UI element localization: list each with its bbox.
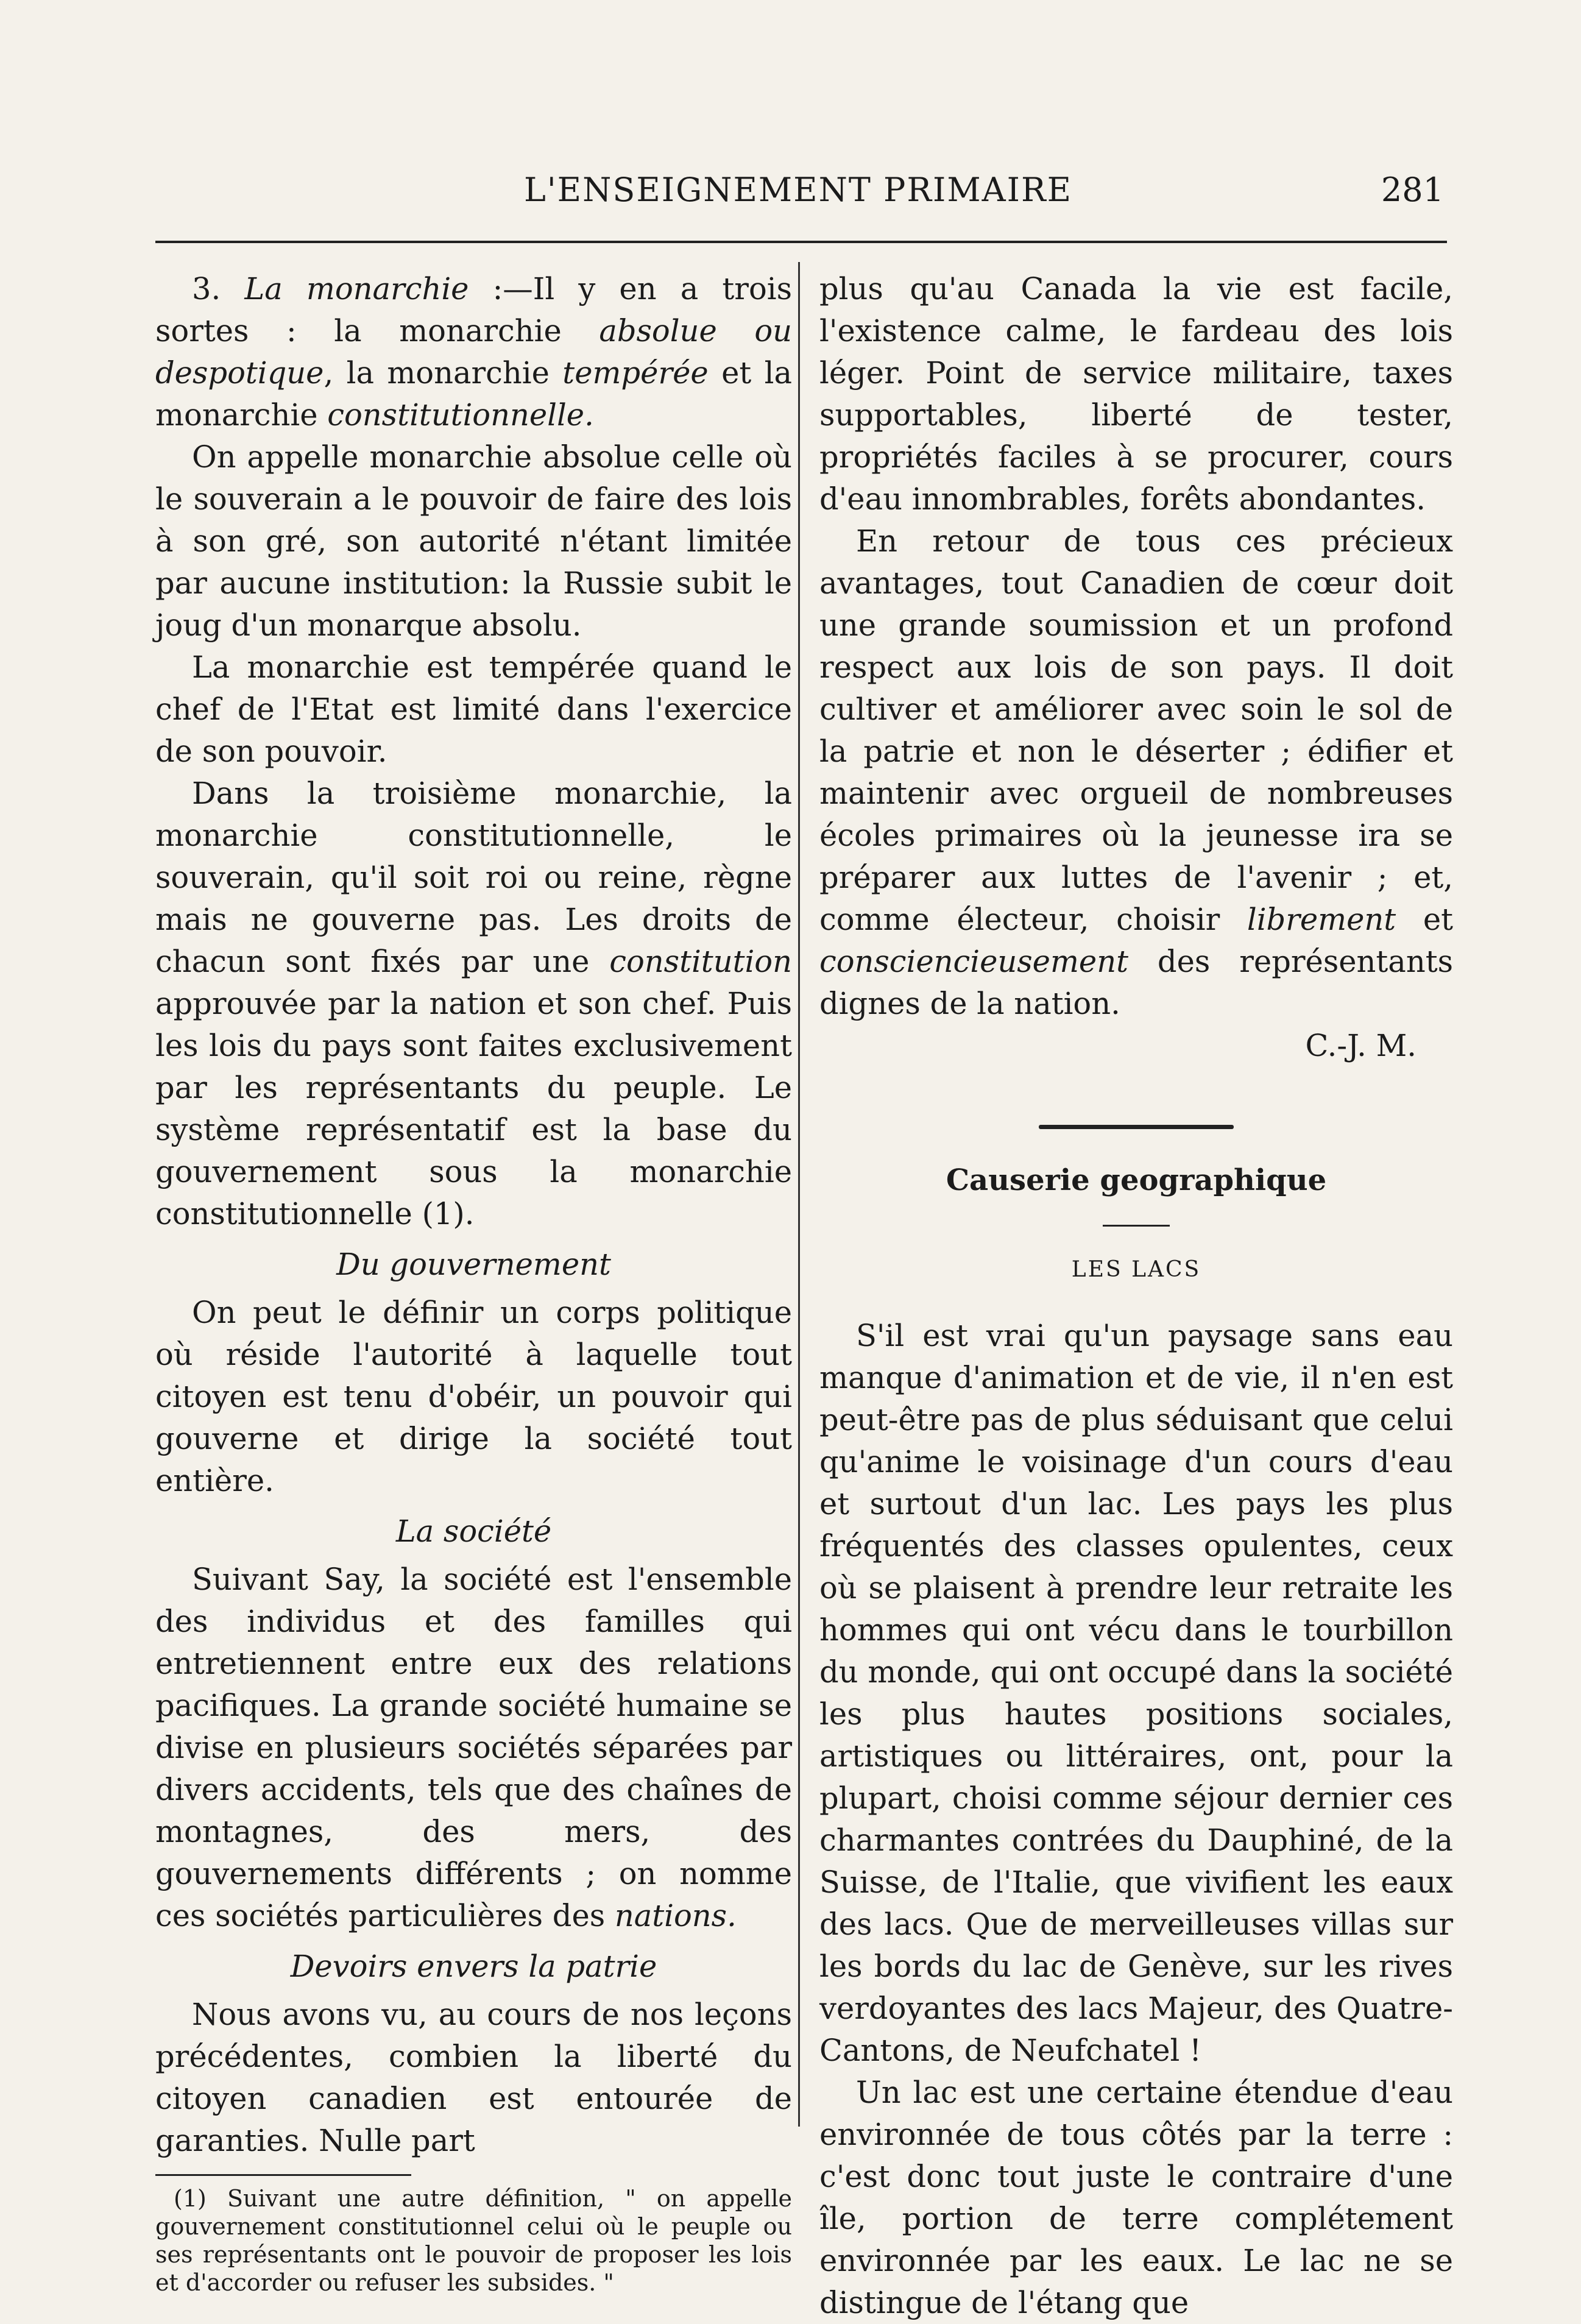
paragraph-lacs-definition: Un lac est une certaine étendue d'eau environnée de tous côtés par la terre : c'est donc tout juste le contraire d'une île, portion de terre complétement environnée par les eaux. Le lac ne se distingue de l'étang que xyxy=(819,2075,1453,2320)
paragraph-lacs-intro: S'il est vrai qu'un paysage sans eau manque d'animation et de vie, il n'en est peut-être pas de plus séduisant que celui qu'anime le voisinage d'un cours d'eau et surtout d'un lac. Les pays les plus fréquentés des classes opulentes, ceux où se plaisent à prendre leur retraite les hommes qui ont vécu dans le tourbillon du monde, qui ont occupé dans la société les plus hautes positions sociales, artistiques ou littéraires, ont, pour la plupart, choisi comme séjour dernier ces charmantes contrées du Dauphiné, de la Suisse, de l'Italie, que vivifient les eaux des lacs. Que de merveilleuses villas sur les bords du lac de Genève, sur les rives verdoyantes des lacs Majeur, des Quatre-Cantons, de Neufchatel ! xyxy=(819,1318,1453,2068)
footnote xyxy=(155,2184,792,2297)
title-rule xyxy=(1103,1225,1170,1227)
right-column xyxy=(819,268,1453,2324)
footnote-text: (1) Suivant une autre définition, " on appelle gouvernement constitutionnel celui où le peuple ou ses représentants ont le pouvoir de proposer les lois et d'accorder ou refuser les subsides. " xyxy=(155,2185,792,2296)
author-signature: C.-J. M. xyxy=(1305,1028,1417,1063)
running-header xyxy=(152,171,1444,219)
paragraph-gouvernement: On peut le définir un corps politique où réside l'autorité à laquelle tout citoyen est tenu d'obéir, un pouvoir qui gouverne et dirige la société tout entière. xyxy=(155,1295,792,1498)
paragraph-societe: Suivant Say, la société est l'ensemble des individus et des familles qui entretiennent entre eux des relations pacifiques. La grande société humaine se divise en plusieurs sociétés séparées par divers accidents, tels que des chaînes de montagnes, des mers, des gouvernements différents ; on nomme ces sociétés particulières des nations. xyxy=(155,1562,792,1933)
section-title: Causerie geographique xyxy=(946,1163,1327,1197)
paragraph-monarchie-temperee: La monarchie est tempérée quand le chef de l'Etat est limité dans l'exercice de son pouvoir. xyxy=(155,650,792,769)
subsection-title: LES LACS xyxy=(1071,1257,1201,1282)
paragraph-devoirs: Nous avons vu, au cours de nos leçons précédentes, combien la liberté du citoyen canadien est entourée de garanties. Nulle part xyxy=(155,1997,792,2158)
footnote-rule xyxy=(155,2174,411,2176)
paragraph-monarchie-constitutionnelle: Dans la troisième monarchie, la monarchie constitutionnelle, le souverain, qu'il soit roi ou reine, règne mais ne gouverne pas. Les droits de chacun sont fixés par une constitution approuvée par la nation et son chef. Puis les lois du pays sont faites exclusivement par les représentants du peuple. Le système représentatif est la base du gouvernement sous la monarchie constitutionnelle (1). xyxy=(155,776,792,1231)
header-rule xyxy=(155,241,1447,243)
left-column xyxy=(155,268,792,2297)
paragraph-monarchie-absolue: On appelle monarchie absolue celle où le souverain a le pouvoir de faire des lois à son gré, son autorité n'étant limitée par aucune institution: la Russie subit le joug d'un monarque absolu. xyxy=(155,439,792,643)
page-number: 281 xyxy=(1381,171,1444,209)
section-divider xyxy=(1039,1125,1234,1129)
heading-devoirs: Devoirs envers la patrie xyxy=(290,1949,657,1984)
column-divider xyxy=(798,262,800,2127)
paragraph-retour: En retour de tous ces précieux avantages, tout Canadien de cœur doit une grande soumission et un profond respect aux lois de son pays. Il doit cultiver et améliorer avec soin le sol de la patrie et non le déserter ; édifier et maintenir avec orgueil de nombreuses écoles primaires où la jeunesse ira se préparer aux luttes de l'avenir ; et, comme électeur, choisir librement et consciencieusement des représentants dignes de la nation. xyxy=(819,523,1453,1021)
journal-title: L'ENSEIGNEMENT PRIMAIRE xyxy=(523,171,1073,209)
paragraph-monarchie: 3. La monarchie :—Il y en a trois sortes : la monarchie absolue ou despotique, la monarchie tempérée et la monarchie constitutionnelle. xyxy=(155,271,793,433)
heading-gouvernement: Du gouvernement xyxy=(336,1247,611,1282)
paragraph-continuation: plus qu'au Canada la vie est facile, l'existence calme, le fardeau des lois léger. Point de service militaire, taxes supportables, liberté de tester, propriétés faciles à se procurer, cours d'eau innombrables, forêts abondantes. xyxy=(819,271,1453,517)
heading-societe: La société xyxy=(395,1514,552,1549)
